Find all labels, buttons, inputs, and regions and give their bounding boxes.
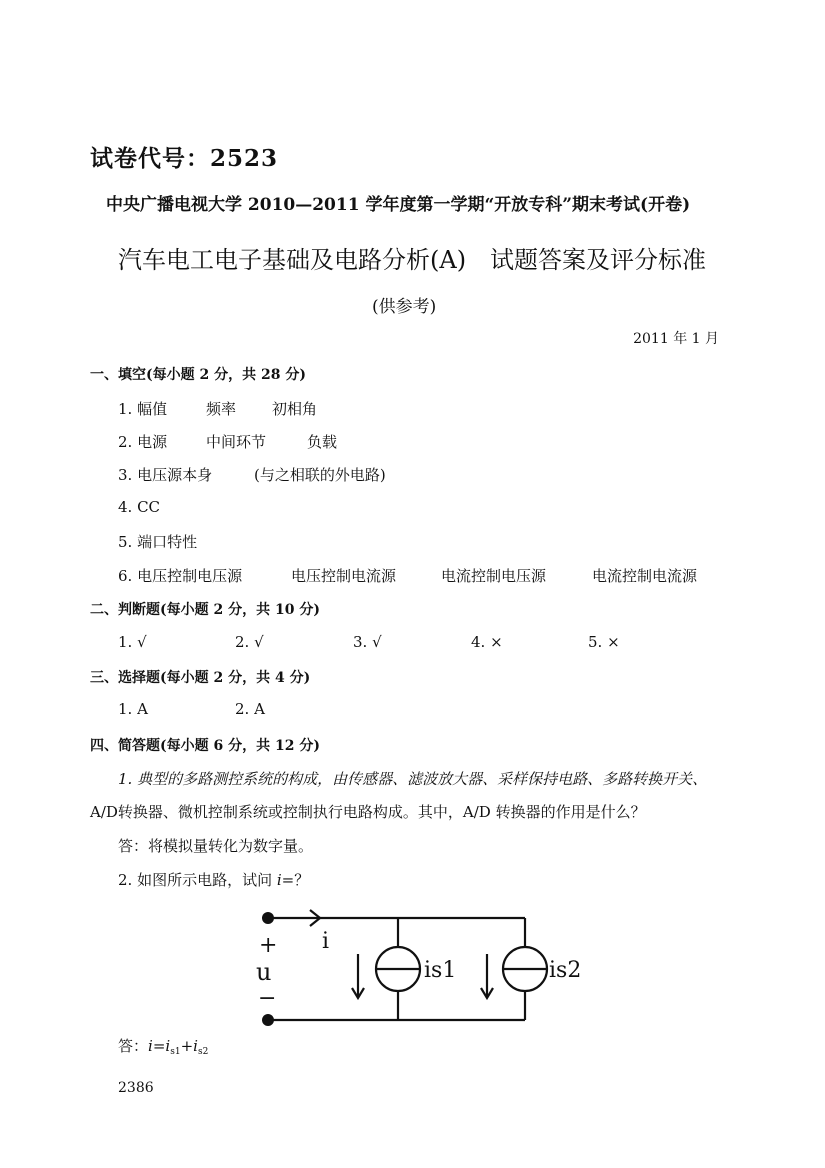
s1-q6-c: 电流控制电压源 — [441, 567, 547, 585]
course-title: 汽车电工电子基础及电路分析(A) 试题答案及评分标准 — [118, 246, 707, 274]
s3-answer-2: 2. A — [235, 700, 265, 718]
s4-q2-answer: 答：$i=i_{s1}+i_{s2}$ — [118, 1037, 209, 1057]
s1-q3-a: 3. 电压源本身 — [118, 466, 213, 484]
exam-date: 2011 年 1 月 — [633, 331, 719, 347]
bottom-terminal — [262, 1014, 274, 1026]
s1-q6-a: 6. 电压控制电压源 — [118, 567, 243, 585]
s1-q2-c: 负载 — [307, 433, 338, 451]
s2-answer-2: 2. √ — [235, 633, 264, 651]
s1-q1-c: 初相角 — [272, 400, 318, 418]
s1-q2-b: 中间环节 — [206, 433, 267, 451]
source2-label: is2 — [549, 958, 582, 983]
voltage-label: u — [256, 958, 272, 986]
s1-q6-b: 电压控制电流源 — [291, 567, 397, 585]
s3-answer-1: 1. A — [118, 700, 148, 718]
s1-q2-a: 2. 电源 — [118, 433, 168, 451]
section2-heading: 二、判断题(每小题 2 分，共 10 分) — [90, 602, 320, 618]
circuit-diagram — [250, 900, 590, 1030]
s2-answer-1: 1. √ — [118, 633, 147, 651]
s1-q1-b: 频率 — [206, 400, 237, 418]
s2-answer-4: 4. × — [471, 633, 503, 651]
s1-q5: 5. 端口特性 — [118, 533, 198, 551]
s4-q1-answer: 答：将模拟量转化为数字量。 — [118, 837, 314, 855]
source1-label: is1 — [424, 958, 457, 983]
reference-note: (供参考) — [372, 297, 437, 317]
s1-q4: 4. CC — [118, 498, 161, 516]
s4-q2-question: 2. 如图所示电路，试问 i=？ — [118, 871, 310, 889]
top-terminal — [262, 912, 274, 924]
section1-heading: 一、填空(每小题 2 分，共 28 分) — [90, 367, 306, 383]
exam-code: 试卷代号：2523 — [90, 145, 279, 172]
plus-label: + — [259, 933, 278, 958]
s1-q1-a: 1. 幅值 — [118, 400, 168, 418]
section4-heading: 四、简答题(每小题 6 分，共 12 分) — [90, 738, 320, 754]
minus-label: − — [258, 986, 277, 1011]
current-label: i — [322, 929, 330, 954]
section3-heading: 三、选择题(每小题 2 分，共 4 分) — [90, 670, 311, 686]
s2-answer-3: 3. √ — [353, 633, 382, 651]
s1-q6-d: 电流控制电流源 — [592, 567, 698, 585]
s4-q1-line1: 1. 典型的多路测控系统的构成，由传感器、滤波放大器、采样保持电路、多路转换开关、 — [118, 770, 708, 788]
page-number: 2386 — [118, 1080, 154, 1096]
s2-answer-5: 5. × — [588, 633, 620, 651]
s4-q1-line2: A/D转换器、微机控制系统或控制执行电路构成。其中，A/D 转换器的作用是什么？ — [90, 803, 646, 821]
exam-title: 中央广播电视大学 2010—2011 学年度第一学期“开放专科”期末考试(开卷) — [106, 195, 691, 215]
s1-q3-b: (与之相联的外电路) — [254, 466, 386, 484]
